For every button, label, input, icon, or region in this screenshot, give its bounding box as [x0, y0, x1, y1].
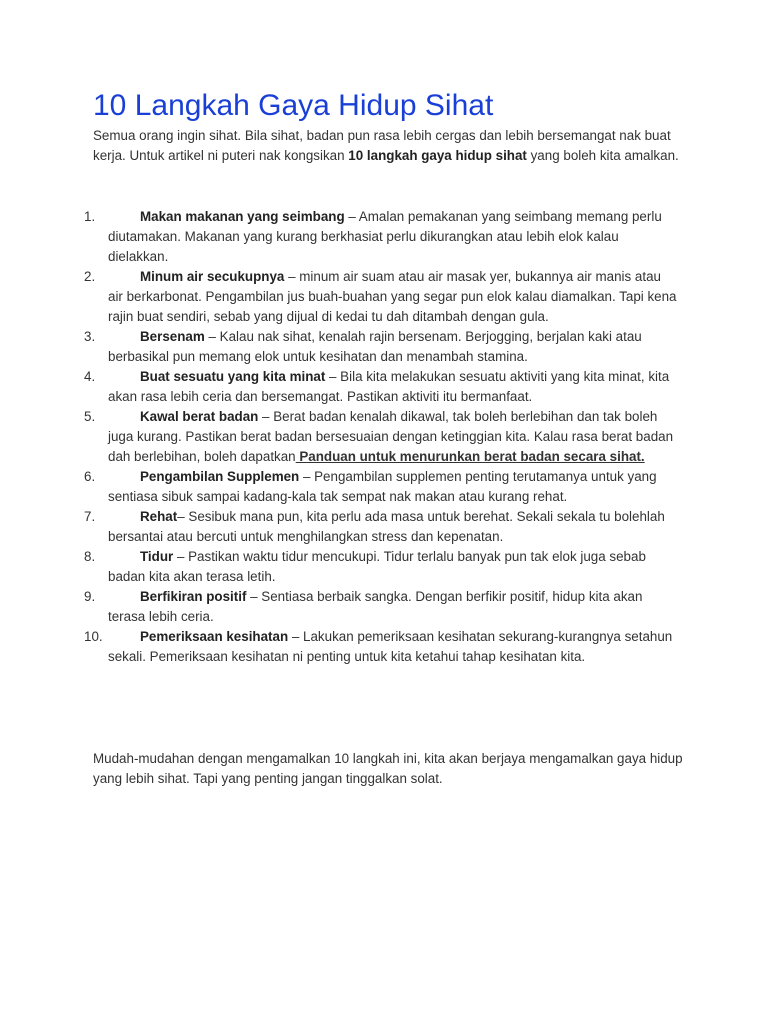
item-text: – Kalau nak sihat, kenalah rajin bersenam. Berjogging, berjalan kaki atau berbasikal pun memang elok untuk kesihatan dan menambah stamina. [108, 329, 642, 364]
item-text: – Amalan pemakanan yang seimbang memang perlu diutamakan. Makanan yang kurang berkhasiat perlu dikurangkan atau lebih elok kalau dielakkan. [108, 209, 662, 264]
item-term: Makan makanan yang seimbang [140, 209, 345, 224]
intro-text-end: yang boleh kita amalkan. [526, 148, 679, 163]
item-text: – Sentiasa berbaik sangka. Dengan berfikir positif, hidup kita akan terasa lebih ceria. [108, 589, 643, 624]
item-term: Pemeriksaan kesihatan [140, 629, 289, 644]
list-item-8 [0, 547, 678, 587]
item-number: 7. [84, 509, 96, 524]
page-title: 10 Langkah Gaya Hidup Sihat [93, 89, 494, 122]
item-number: 10. [84, 629, 103, 644]
intro-paragraph [93, 126, 683, 166]
item-text: – Lakukan pemeriksaan kesihatan sekurang-kurangnya setahun sekali. Pemeriksaan kesihatan ni penting untuk kita ketahui tahap kesihatan kita. [108, 629, 673, 664]
intro-bold-phrase: 10 langkah gaya hidup sihat [348, 148, 527, 163]
item-text: – Pastikan waktu tidur mencukupi. Tidur terlalu banyak pun tak elok juga sebab badan kita akan terasa letih. [108, 549, 646, 584]
item-term: Rehat [140, 509, 178, 524]
item-term: Pengambilan Supplemen [140, 469, 300, 484]
steps-list [0, 207, 768, 667]
list-item-1 [0, 207, 678, 267]
weight-loss-guide-link[interactable]: Panduan untuk menurunkan berat badan secara sihat. [295, 449, 645, 464]
list-item-9 [0, 587, 678, 627]
closing-paragraph: Mudah-mudahan dengan mengamalkan 10 langkah ini, kita akan berjaya mengamalkan gaya hidup yang lebih sihat. Tapi yang penting jangan tinggalkan solat. [93, 751, 683, 786]
item-number: 9. [84, 589, 96, 604]
intro-text-start: Semua orang ingin sihat. Bila sihat, badan pun rasa lebih cergas dan lebih bersemangat nak buat kerja. Untuk artikel ni puteri nak kongsikan [93, 128, 671, 163]
item-text: – Pengambilan supplemen penting terutamanya untuk yang sentiasa sibuk sampai kadang-kala tak sempat nak makan atau kurang rehat. [108, 469, 657, 504]
item-number: 4. [84, 369, 96, 384]
list-item-3 [0, 327, 678, 367]
item-term: Bersenam [140, 329, 205, 344]
list-item-4 [0, 367, 678, 407]
item-text: – minum air suam atau air masak yer, bukannya air manis atau air berkarbonat. Pengambilan jus buah-buahan yang segar pun elok kalau diamalkan. Tapi kena rajin buat sendiri, sebab yang dijual di kedai tu dah ditambah dengan gula. [108, 269, 677, 324]
item-term: Kawal berat badan [140, 409, 259, 424]
item-term: Minum air secukupnya [140, 269, 285, 284]
item-number: 3. [84, 329, 96, 344]
item-text: – Bila kita melakukan sesuatu aktiviti yang kita minat, kita akan rasa lebih ceria dan bersemangat. Pastikan aktiviti itu bermanfaat. [108, 369, 670, 404]
list-item-7 [0, 507, 678, 547]
list-item-5 [0, 407, 678, 467]
list-item-2 [0, 267, 678, 327]
item-number: 6. [84, 469, 96, 484]
item-term: Berfikiran positif [140, 589, 247, 604]
item-number: 1. [84, 209, 96, 224]
item-number: 5. [84, 409, 96, 424]
list-item-10 [0, 627, 678, 667]
item-number: 8. [84, 549, 96, 564]
list-item-6 [0, 467, 678, 507]
item-text: – Berat badan kenalah dikawal, tak boleh berlebihan dan tak boleh juga kurang. Pastikan berat badan bersesuaian dengan ketinggian kita. Kalau rasa berat badan dah berlebihan, boleh dapatkan [108, 409, 674, 464]
item-text: – Sesibuk mana pun, kita perlu ada masa untuk berehat. Sekali sekala tu bolehlah bersantai atau bercuti untuk menghilangkan stress dan kepenatan. [108, 509, 665, 544]
item-term: Tidur [140, 549, 174, 564]
item-term: Buat sesuatu yang kita minat [140, 369, 326, 384]
item-number: 2. [84, 269, 96, 284]
